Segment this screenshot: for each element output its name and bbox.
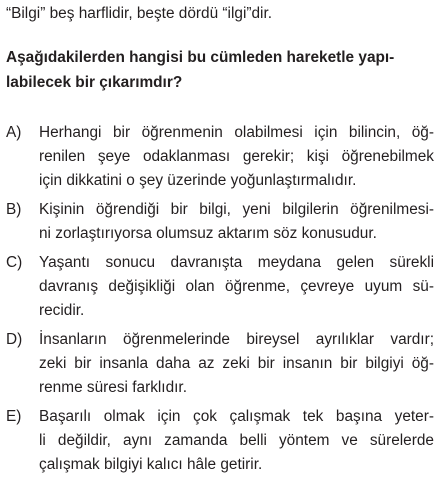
option-c-line-2: davranış değişikliği olan öğrenme, çevreye uyum sü- xyxy=(39,278,434,295)
option-b-line-2: ni zorlaştırıyorsa olumsuz aktarım söz konusudur. xyxy=(39,225,377,242)
option-c-line-3: recidir. xyxy=(39,302,85,319)
option-e-line-3: çalışmak bilgiyi kalıcı hâle getirir. xyxy=(39,456,263,473)
question-stem: “Bilgi” beş harflidir, beşte dördü “ilgi”dir. xyxy=(6,5,273,22)
option-c-line-1: Yaşantı sonucu davranışta meydana gelen sürekli xyxy=(39,254,434,271)
option-b-letter[interactable]: B) xyxy=(6,201,22,218)
option-a-line-1: Herhangi bir öğrenmenin olabilmesi için bilincin, öğ- xyxy=(39,124,434,141)
option-d-line-3: renme süresi farklıdır. xyxy=(39,379,187,396)
option-d-letter[interactable]: D) xyxy=(6,331,23,348)
option-a-letter[interactable]: A) xyxy=(6,124,22,141)
question-prompt-line-1: Aşağıdakilerden hangisi bu cümleden hareketle yapı- xyxy=(6,49,395,66)
option-b-line-1: Kişinin öğrendiği bir bilgi, yeni bilgilerin öğrenilmesi- xyxy=(39,201,434,218)
option-a-line-2: renilen şeye odaklanması gerekir; kişi öğrenebilmek xyxy=(39,148,434,165)
option-a-line-3: için dikkatini o şey üzerinde yoğunlaştırmalıdır. xyxy=(39,172,357,189)
option-d-line-2: zeki bir insanla daha az zeki bir insanın bir bilgiyi öğ- xyxy=(39,355,434,372)
option-e-line-2: li değildir, aynı zamanda belli yöntem ve sürelerde xyxy=(39,432,434,449)
option-d-line-1: İnsanların öğrenmelerinde bireysel ayrılıklar vardır; xyxy=(39,331,434,348)
option-c-letter[interactable]: C) xyxy=(6,254,23,271)
option-e-line-1: Başarılı olmak için çok çalışmak tek başına yeter- xyxy=(39,408,434,425)
question-prompt-line-2: labilecek bir çıkarımdır? xyxy=(6,74,183,91)
option-e-letter[interactable]: E) xyxy=(6,408,22,425)
